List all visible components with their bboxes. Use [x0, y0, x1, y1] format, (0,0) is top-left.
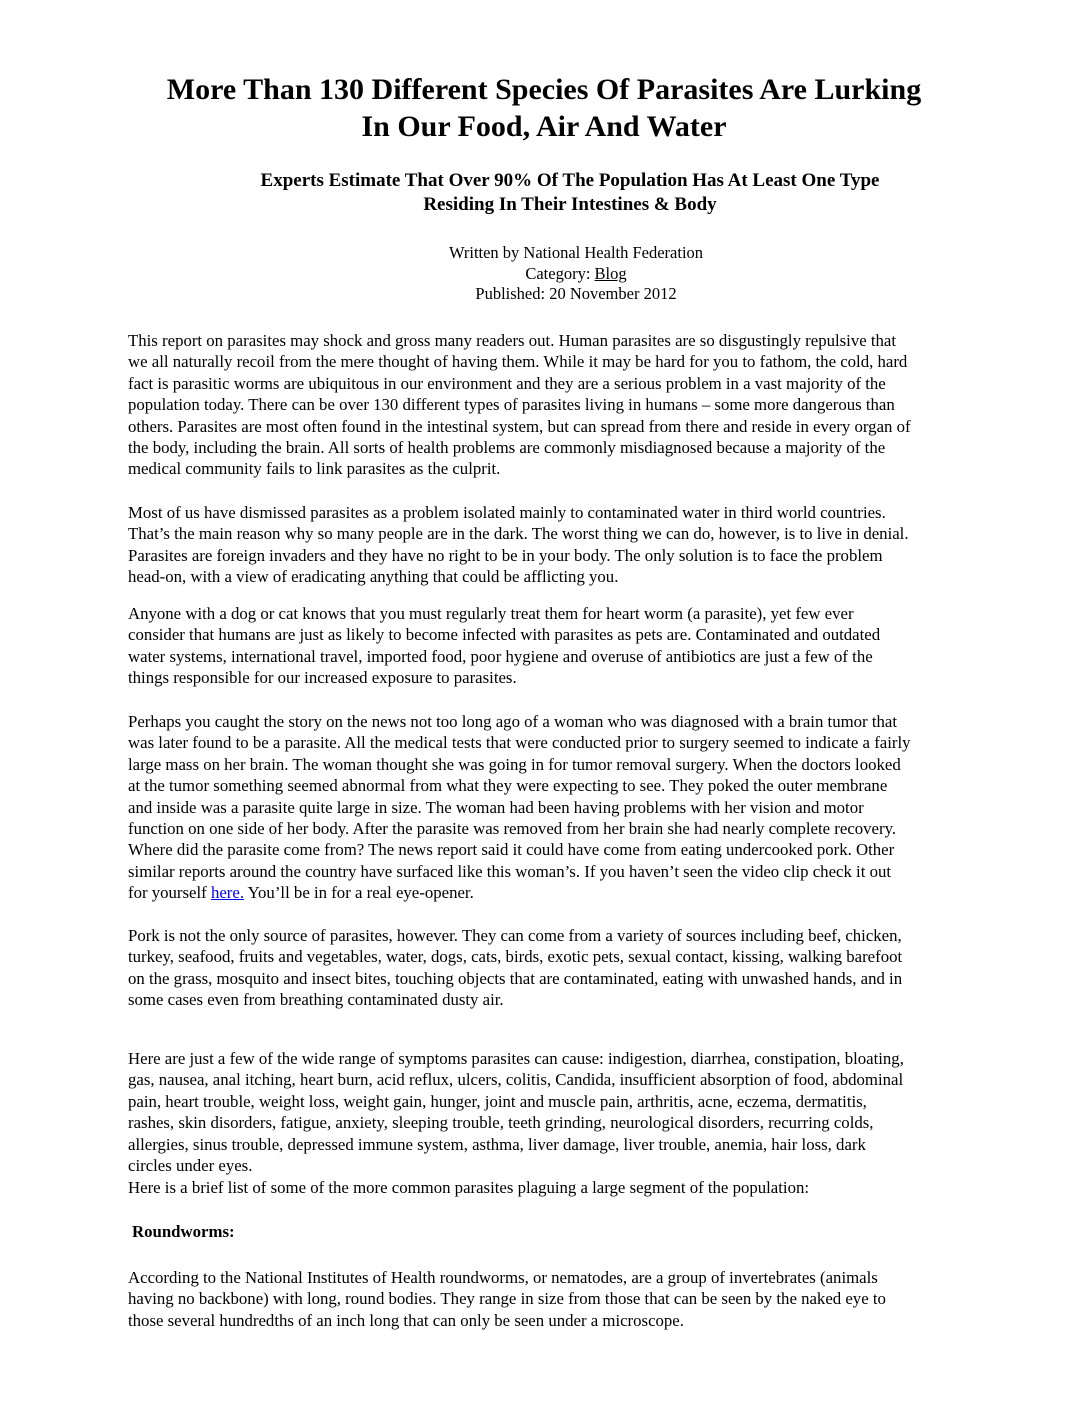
- text-line: those several hundredths of an inch long that can only be seen under a microscope.: [128, 1310, 684, 1330]
- paragraph: [128, 925, 1028, 1011]
- text-line: some cases even from breathing contaminated dusty air.: [128, 990, 504, 1010]
- text-line: pain, heart trouble, weight loss, weight gain, hunger, joint and muscle pain, arthritis, acne, eczema, dermatitis,: [128, 1091, 867, 1111]
- text-line: similar reports around the country have surfaced like this woman’s. If you haven’t seen the video clip check it out: [128, 861, 892, 881]
- video-link[interactable]: here.: [210, 883, 245, 902]
- author: Written by National Health Federation: [448, 243, 704, 262]
- paragraph: [128, 1177, 1028, 1198]
- paragraph: [128, 502, 1028, 588]
- text-line: turkey, seafood, fruits and vegetables, water, dogs, cats, birds, exotic pets, sexual contact, kissing, walking barefoot: [128, 947, 903, 967]
- text-line: circles under eyes.: [128, 1156, 253, 1176]
- text-line: and inside was a parasite quite large in size. The woman had been having problems with her vision and motor: [128, 797, 864, 817]
- text-line: This report on parasites may shock and gross many readers out. Human parasites are so disgustingly repulsive that: [128, 331, 897, 350]
- text-line: head-on, with a view of eradicating anything that could be afflicting you.: [128, 567, 619, 587]
- paragraph: [128, 1048, 1028, 1176]
- paragraph: [128, 1267, 1028, 1331]
- paragraph: [128, 711, 1028, 882]
- text-line: others. Parasites are most often found in the intestinal system, but can spread from there and reside in every organ of: [128, 416, 911, 436]
- text-line: Parasites are foreign invaders and they have no right to be in your body. The only solution is to face the problem: [128, 545, 883, 565]
- text-line: medical community fails to link parasites as the culprit.: [128, 459, 501, 479]
- category-link[interactable]: Blog: [594, 263, 627, 283]
- published-date: Published: 20 November 2012: [475, 284, 677, 303]
- text-line: That’s the main reason why so many people are in the dark. The worst thing we can do, however, is to live in denial.: [128, 524, 909, 544]
- text-line: consider that humans are just as likely to become infected with parasites as pets are. Contaminated and outdated: [128, 625, 881, 645]
- text-line: According to the National Institutes of Health roundworms, or nematodes, are a group of invertebrates (animals: [128, 1268, 878, 1287]
- text-line: Anyone with a dog or cat knows that you must regularly treat them for heart worm (a parasite), yet few ever: [128, 604, 854, 623]
- text-line: rashes, skin disorders, fatigue, anxiety, sleeping trouble, teeth grinding, neurological disorders, recurring colds,: [128, 1113, 874, 1133]
- article-subtitle: Experts Estimate That Over 90% Of The Population Has At Least One Type Residing In Their Intestines & Body: [260, 170, 880, 215]
- text-line: the body, including the brain. All sorts of health problems are commonly misdiagnosed because a majority of the: [128, 438, 886, 458]
- text-line: having no backbone) with long, round bodies. They range in size from those that can be seen by the naked eye to: [128, 1289, 886, 1309]
- text-line: fact is parasitic worms are ubiquitous in our environment and they are a serious problem in a vast majority of the: [128, 373, 886, 393]
- text-line: gas, nausea, anal itching, heart burn, acid reflux, ulcers, colitis, Candida, insufficient absorption of food, abdominal: [128, 1070, 904, 1090]
- text-line: we all naturally recoil from the mere thought of having them. While it may be hard for you to fathom, the cold, hard: [128, 352, 908, 372]
- paragraph: [128, 330, 1028, 480]
- category: Category: Blog: [525, 263, 627, 283]
- text-line: large mass on her brain. The woman thought she was going in for tumor removal surgery. When the doctors looked: [128, 754, 901, 774]
- paragraph: [128, 603, 1028, 689]
- text-line: Where did the parasite come from? The news report said it could have come from eating undercooked pork. Other: [128, 840, 895, 860]
- text-line: function on one side of her body. After the parasite was removed from her brain she had nearly complete recovery.: [128, 819, 897, 839]
- text-line: at the tumor something seemed abnormal from what they were expecting to see. They poked the outer membrane: [128, 776, 888, 796]
- text-line: Most of us have dismissed parasites as a problem isolated mainly to contaminated water in third world countries.: [128, 503, 886, 522]
- text-line: allergies, sinus trouble, depressed immune system, asthma, liver damage, liver trouble, anemia, hair loss, dark: [128, 1134, 866, 1154]
- section-heading-roundworms: Roundworms:: [132, 1222, 235, 1241]
- text-line: Perhaps you caught the story on the news not too long ago of a woman who was diagnosed with a brain tumor that: [128, 712, 897, 731]
- text-line: Here is a brief list of some of the more common parasites plaguing a large segment of the population:: [128, 1178, 810, 1197]
- text-line: water systems, international travel, imported food, poor hygiene and overuse of antibiotics are just a few of the: [128, 646, 873, 666]
- text-line: things responsible for our increased exposure to parasites.: [128, 668, 517, 688]
- byline: [0, 243, 1088, 305]
- text-line: on the grass, mosquito and insect bites, touching objects that are contaminated, eating with unwashed hands, and in: [128, 968, 903, 988]
- text-line: was later found to be a parasite. All the medical tests that were conducted prior to surgery seemed to indicate a fairly: [128, 733, 911, 753]
- paragraph-link-line: for yourself here. You’ll be in for a real eye-opener.: [128, 883, 474, 902]
- text-line: Here are just a few of the wide range of symptoms parasites can cause: indigestion, diarrhea, constipation, bloating,: [128, 1049, 904, 1068]
- text-line: population today. There can be over 130 different types of parasites living in humans – some more dangerous than: [128, 395, 895, 415]
- article-title: More Than 130 Different Species Of Parasites Are Lurking In Our Food, Air And Water: [166, 73, 922, 143]
- text-line: Pork is not the only source of parasites, however. They can come from a variety of sources including beef, chicken,: [128, 926, 902, 945]
